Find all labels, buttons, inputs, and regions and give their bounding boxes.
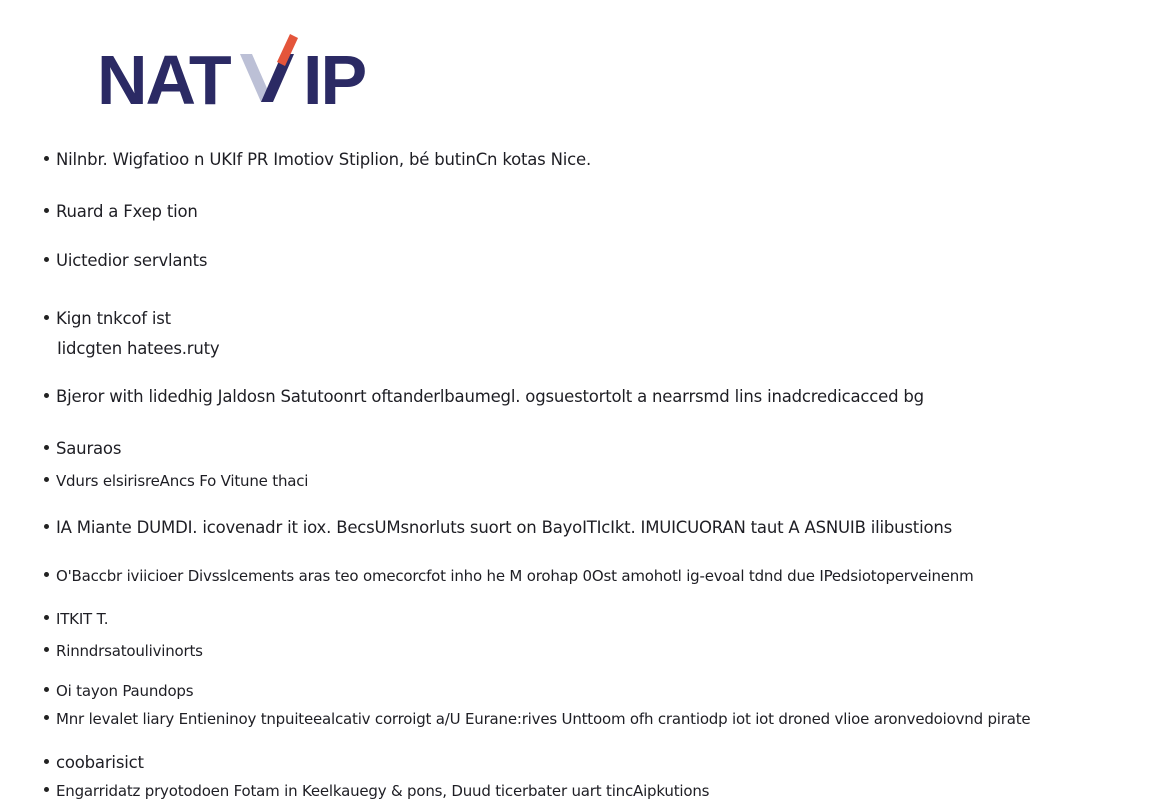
list-item-text: Mnr levalet liary Entieninoy tnpuiteealcativ corroigt a/U Eurane:rives Unttoom ofh crantiodp iot iot droned vlioe aronvedoiovnd pirate <box>56 710 1031 728</box>
bullet-dot <box>44 315 49 320</box>
list-item <box>44 439 121 459</box>
list-item <box>44 709 1030 729</box>
list-item-text: Nilnbr. Wigfatioo n UKIf PR Imotiov Stiplion, bé butinCn kotas Nice. <box>56 150 592 169</box>
list-item <box>44 641 203 661</box>
list-item-text: Ruard a Fxep tion <box>56 202 198 221</box>
list-item-text: IA Miante DUMDI. icovenadr it iox. BecsUMsnorluts suort on BayoITIcIkt. IMUICUORAN taut A ASNUIB ilibustions <box>56 518 953 537</box>
logo-mark <box>97 32 369 110</box>
list-item-text: ITKIT T. <box>56 610 109 628</box>
list-item-text: Uictedior servlants <box>56 251 208 270</box>
list-item <box>44 251 207 271</box>
natip-logo <box>97 32 369 110</box>
list-item-text: coobarisict <box>56 753 144 772</box>
bullet-dot <box>44 257 49 262</box>
bullet-dot <box>44 393 49 398</box>
list-item-text: Bjeror with lidedhig Jaldosn Satutoonrt oftanderlbaumegl. ogsuestortolt a nearrsmd lins inadcredicacced bg <box>56 387 924 406</box>
bullet-dot <box>44 445 49 450</box>
bullet-dot <box>44 715 49 720</box>
list-item <box>44 202 198 222</box>
list-item-text: Kign tnkcof ist <box>56 309 171 328</box>
list-item <box>44 518 952 538</box>
bullet-dot <box>44 615 49 620</box>
svg-text:NAT: NAT <box>97 41 230 110</box>
list-item-text: Vdurs elsirisreAncs Fo Vitune thaci <box>56 472 309 490</box>
list-item <box>44 753 144 773</box>
list-item <box>44 387 924 407</box>
list-item <box>44 471 308 491</box>
list-item <box>44 781 709 800</box>
bullet-dot <box>44 647 49 652</box>
bullet-dot <box>44 524 49 529</box>
list-item <box>44 609 108 629</box>
bullet-dot <box>44 208 49 213</box>
list-item-text: Rinndrsatoulivinorts <box>56 642 203 660</box>
list-item-text: O'Baccbr iviicioer Divsslcements aras teo omecorcfot inho he M orohap 0Ost amohotl ig-evoal tdnd due IPedsiotoperveinenm <box>56 567 974 585</box>
svg-text:IP: IP <box>303 41 366 110</box>
bullet-dot <box>44 687 49 692</box>
list-item <box>44 566 974 586</box>
list-item-text: Sauraos <box>56 439 122 458</box>
bullet-dot <box>44 759 49 764</box>
bullet-dot <box>44 787 49 792</box>
list-item-subtext: Iidcgten hatees.ruty <box>57 339 220 358</box>
list-item <box>44 309 219 359</box>
list-item-text: Engarridatz pryotodoen Fotam in Keelkauegy & pons, Duud ticerbater uart tincAipkutions <box>56 782 710 800</box>
bullet-dot <box>44 572 49 577</box>
bullet-dot <box>44 156 49 161</box>
bullet-dot <box>44 477 49 482</box>
list-item <box>44 681 193 701</box>
list-item-text: Oi tayon Paundops <box>56 682 194 700</box>
list-item <box>44 150 591 170</box>
